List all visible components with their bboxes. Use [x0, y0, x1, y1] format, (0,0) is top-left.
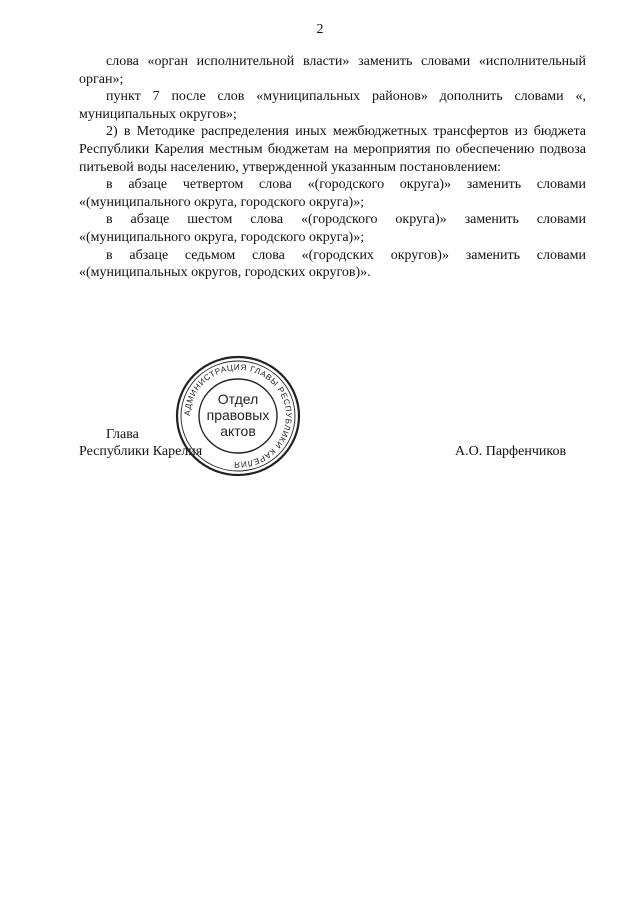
signature-title-line1: Глава	[106, 427, 139, 442]
signature-title-line2: Республики Карелия	[79, 444, 203, 459]
official-stamp-icon	[174, 354, 302, 478]
document-body	[79, 53, 586, 282]
stamp-ring-text: АДМИНИСТРАЦИЯ ГЛАВЫ РЕСПУБЛИКИ КАРЕЛИЯ	[182, 362, 294, 470]
paragraph-4: в абзаце четвертом слова «(городского округа)» заменить словами «(муниципального округа, городского округа)»;	[79, 177, 586, 210]
paragraph-2: пункт 7 после слов «муниципальных районов» дополнить словами «, муниципальных округов»;	[79, 89, 586, 122]
stamp-line2: правовых	[206, 407, 270, 423]
stamp-line3: актов	[220, 423, 256, 439]
paragraph-1: слова «орган исполнительной власти» заменить словами «исполнительный орган»;	[79, 54, 586, 87]
page-number: 2	[316, 22, 324, 37]
paragraph-5: в абзаце шестом слова «(городского округа)» заменить словами «(муниципального округа, городского округа)»;	[79, 212, 586, 245]
paragraph-6: в абзаце седьмом слова «(городских округов)» заменить словами «(муниципальных округов, городских округов)».	[79, 247, 586, 281]
paragraph-3: 2) в Методике распределения иных межбюджетных трансфертов из бюджета Республики Карелия местным бюджетам на мероприятия по обеспечению подвоза питьевой воды населению, утвержденной указанным постановлением:	[79, 124, 586, 175]
signature-name: А.О. Парфенчиков	[455, 444, 567, 459]
stamp-line1: Отдел	[217, 391, 259, 407]
